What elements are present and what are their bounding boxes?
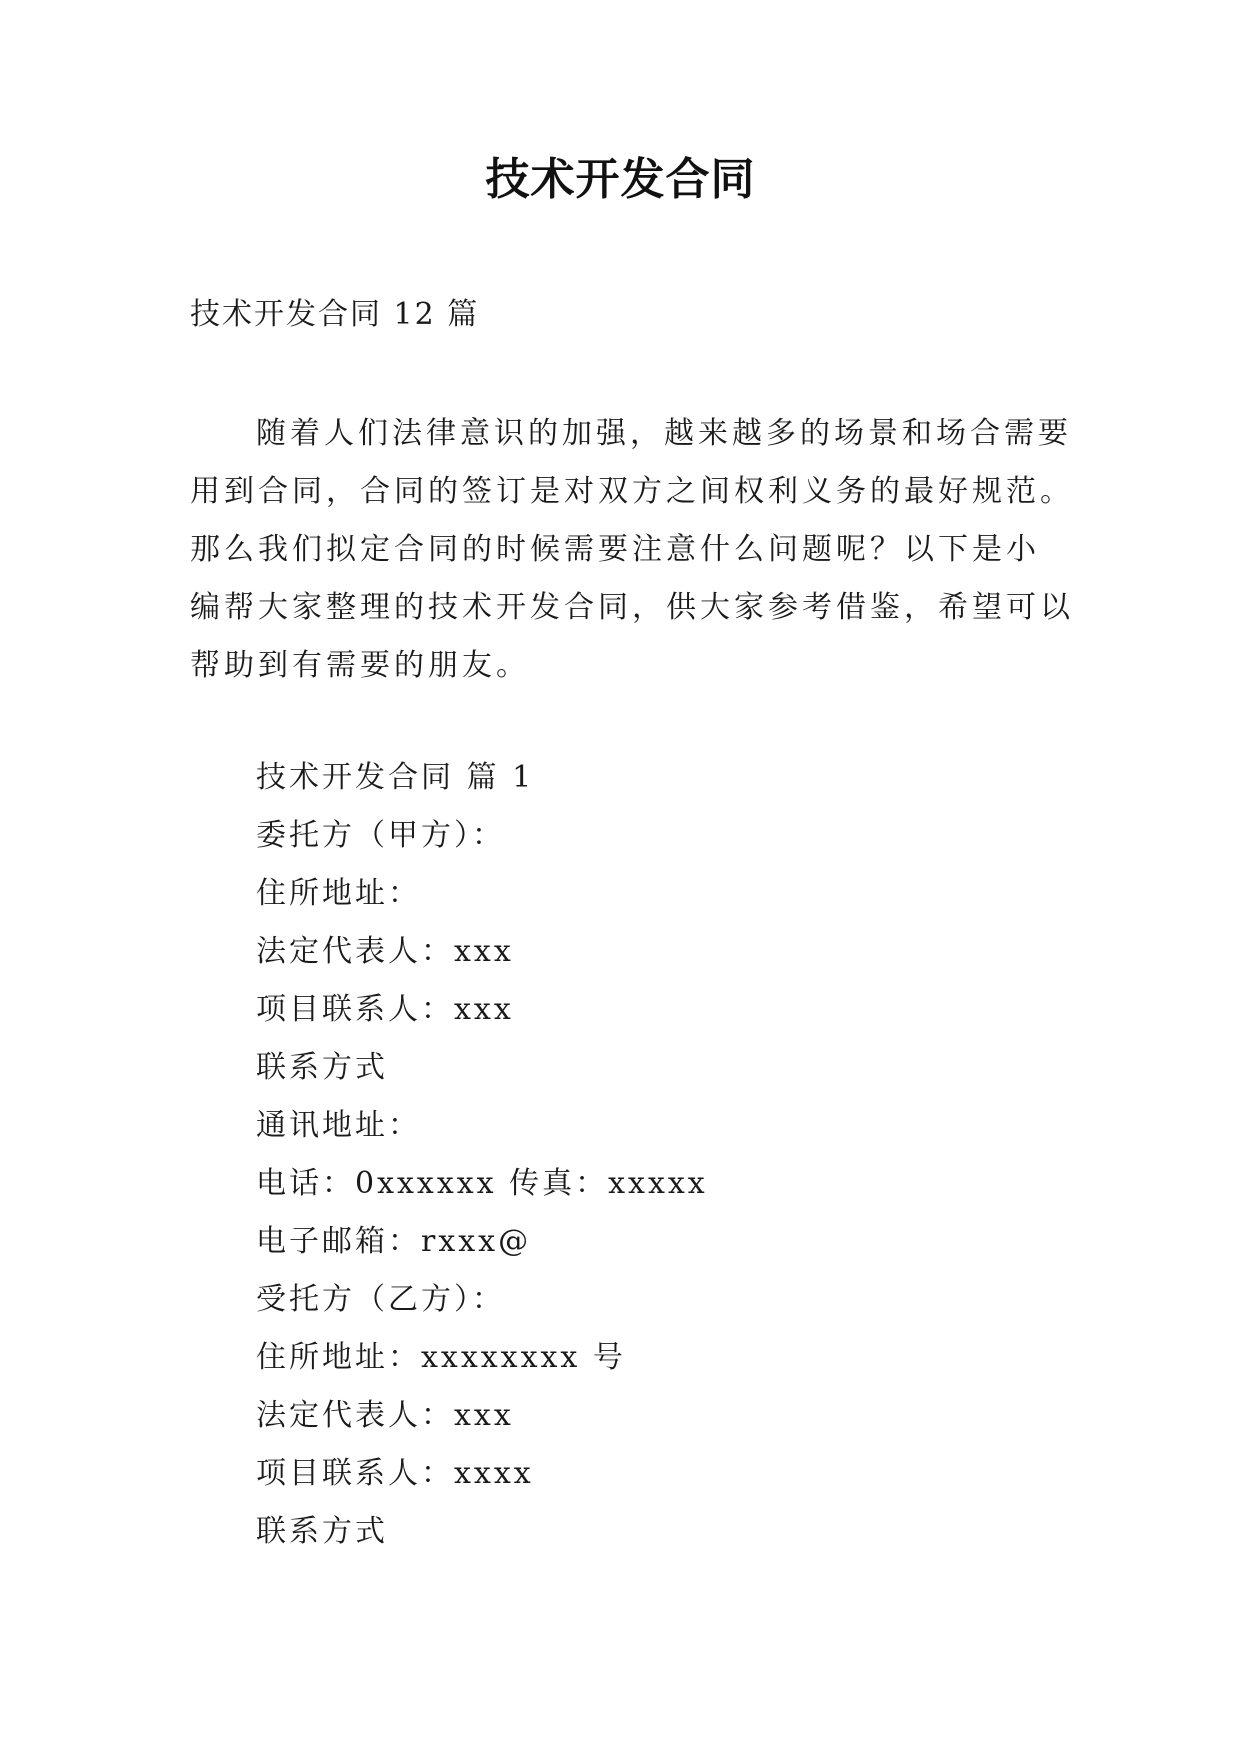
party-a-phone-fax: 电话：0xxxxxx 传真：xxxxx: [256, 1166, 708, 1201]
party-a-email: 电子邮箱：rxxx@: [256, 1224, 532, 1259]
intro-paragraph: [190, 405, 1074, 695]
document-subtitle: 技术开发合同 12 篇: [190, 297, 480, 332]
contract-fields: [256, 758, 708, 1570]
document-title: 技术开发合同: [485, 154, 756, 205]
party-b-address: 住所地址：xxxxxxxx 号: [256, 1340, 626, 1375]
intro-line: 编帮大家整理的技术开发合同，供大家参考借鉴，希望可以: [190, 590, 1074, 625]
party-b-label: 受托方（乙方）：: [256, 1282, 505, 1317]
intro-line: 用到合同，合同的签订是对双方之间权利义务的最好规范。: [190, 474, 1074, 509]
section-heading: 技术开发合同 篇 1: [256, 760, 535, 795]
intro-line: 随着人们法律意识的加强，越来越多的场景和场合需要: [256, 416, 1072, 451]
intro-line: 那么我们拟定合同的时候需要注意什么问题呢？以下是小: [190, 532, 1040, 567]
party-b-project-contact: 项目联系人：xxxx: [256, 1456, 534, 1491]
party-a-address: 住所地址：: [256, 876, 421, 911]
party-a-contact-method: 联系方式: [256, 1050, 388, 1085]
party-b-legal-representative: 法定代表人：xxx: [256, 1398, 514, 1433]
party-a-legal-representative: 法定代表人：xxx: [256, 934, 514, 969]
party-a-mailing-address: 通讯地址：: [256, 1108, 421, 1143]
intro-line: 帮助到有需要的朋友。: [190, 648, 530, 683]
party-a-label: 委托方（甲方）：: [256, 818, 505, 853]
party-b-contact-method: 联系方式: [256, 1514, 388, 1549]
party-a-project-contact: 项目联系人：xxx: [256, 992, 514, 1027]
